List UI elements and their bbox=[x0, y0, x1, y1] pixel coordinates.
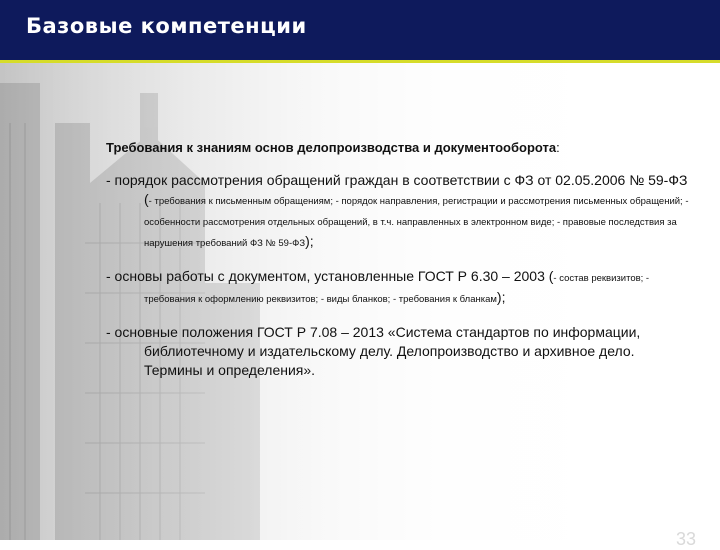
header-bar bbox=[0, 0, 720, 60]
content-heading bbox=[106, 140, 696, 155]
list-item-main-text: - порядок рассмотрения обращений граждан в соответствии с ФЗ от 02.05.2006 № 59-ФЗ ( bbox=[106, 172, 688, 207]
list-item-main-text: - основы работы с документом, установленные ГОСТ Р 6.30 – 2003 ( bbox=[106, 268, 554, 284]
list-item-end: ); bbox=[305, 233, 314, 249]
list-item-main-text: - основные положения ГОСТ Р 7.08 – 2013 «Система стандартов по информации, библиотечному и издательскому делу. Делопроизводство и архивное дело. Термины и определения». bbox=[106, 324, 641, 378]
heading-text: Требования к знаниям основ делопроизводства и документооборота bbox=[106, 140, 557, 155]
heading-colon: : bbox=[556, 140, 560, 155]
page-number: 33 bbox=[675, 529, 696, 549]
list-item-detail-text: - состав реквизитов; - требования к оформлению реквизитов; - виды бланков; - требования к бланкам bbox=[144, 273, 650, 305]
list-item-end: ); bbox=[496, 289, 506, 305]
list-item-detail-text: - требования к письменным обращениям; - порядок направления, регистрации и рассмотрения письменных обращений; - особенности рассмотрения отдельных обращений, в т.ч. направленных в электронном виде; - правовые последствия за нарушения требований ФЗ № 59-ФЗ bbox=[144, 196, 689, 249]
slide-title: Базовые компетенции bbox=[26, 14, 307, 38]
list-item-appeals bbox=[106, 171, 696, 253]
content-block bbox=[106, 140, 696, 394]
list-item-gost-6-30 bbox=[106, 267, 696, 309]
list-item-gost-7-08 bbox=[106, 323, 696, 380]
